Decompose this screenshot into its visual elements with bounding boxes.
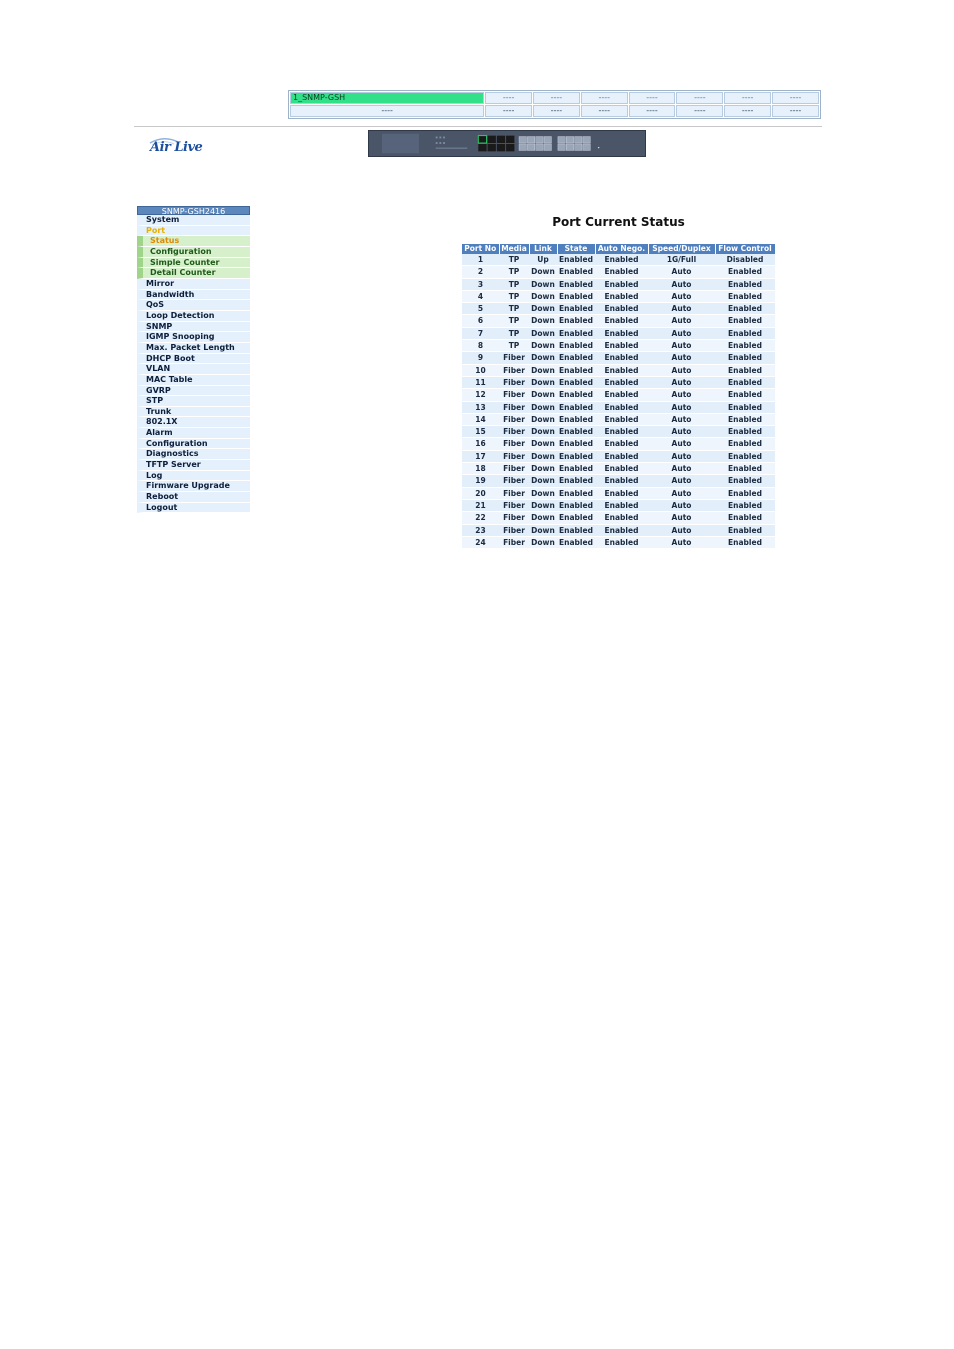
cell-flow-control: Enabled	[715, 524, 775, 536]
cell-flow-control: Enabled	[715, 401, 775, 413]
stack-unit-1[interactable]: 1_SNMP-GSH	[290, 92, 484, 104]
cell-media: Fiber	[499, 376, 529, 388]
cell-media: TP	[499, 254, 529, 266]
cell-speed-duplex: Auto	[648, 376, 715, 388]
cell-flow-control: Enabled	[715, 426, 775, 438]
sidebar-item-firmware-upgrade[interactable]: Firmware Upgrade	[137, 481, 250, 492]
cell-flow-control: Enabled	[715, 512, 775, 524]
cell-auto-nego: Enabled	[595, 463, 648, 475]
sidebar-item-configuration[interactable]: Configuration	[137, 247, 250, 258]
stack-unit-10[interactable]: ----	[485, 105, 532, 117]
cell-link: Up	[529, 254, 557, 266]
sidebar-item-snmp[interactable]: SNMP	[137, 322, 250, 333]
cell-speed-duplex: Auto	[648, 499, 715, 511]
table-header-row	[462, 244, 775, 254]
cell-flow-control: Enabled	[715, 315, 775, 327]
cell-state: Enabled	[557, 438, 595, 450]
cell-media: Fiber	[499, 463, 529, 475]
sidebar-item-trunk[interactable]: Trunk	[137, 407, 250, 418]
cell-speed-duplex: Auto	[648, 475, 715, 487]
stack-unit-2[interactable]: ----	[485, 92, 532, 104]
table-row	[462, 438, 775, 450]
sidebar-item-configuration[interactable]: Configuration	[137, 439, 250, 450]
cell-link: Down	[529, 327, 557, 339]
stack-unit-15[interactable]: ----	[724, 105, 771, 117]
sidebar-item-log[interactable]: Log	[137, 471, 250, 482]
cell-auto-nego: Enabled	[595, 266, 648, 278]
cell-auto-nego: Enabled	[595, 389, 648, 401]
cell-port-no: 15	[462, 426, 499, 438]
cell-port-no: 11	[462, 376, 499, 388]
cell-speed-duplex: Auto	[648, 438, 715, 450]
stack-unit-4[interactable]: ----	[581, 92, 628, 104]
sidebar-item-reboot[interactable]: Reboot	[137, 492, 250, 503]
sidebar-item-system[interactable]: System	[137, 215, 250, 226]
cell-flow-control: Enabled	[715, 413, 775, 425]
cell-state: Enabled	[557, 463, 595, 475]
cell-speed-duplex: Auto	[648, 327, 715, 339]
cell-flow-control: Enabled	[715, 499, 775, 511]
cell-link: Down	[529, 438, 557, 450]
cell-media: Fiber	[499, 426, 529, 438]
stack-unit-12[interactable]: ----	[581, 105, 628, 117]
cell-auto-nego: Enabled	[595, 475, 648, 487]
sidebar-item-vlan[interactable]: VLAN	[137, 364, 250, 375]
col-flow-control: Flow Control	[715, 244, 775, 254]
sidebar-item-alarm[interactable]: Alarm	[137, 428, 250, 439]
cell-link: Down	[529, 450, 557, 462]
cell-port-no: 20	[462, 487, 499, 499]
cell-flow-control: Enabled	[715, 352, 775, 364]
sidebar-item-diagnostics[interactable]: Diagnostics	[137, 449, 250, 460]
col-port-no: Port No	[462, 244, 499, 254]
cell-link: Down	[529, 266, 557, 278]
sidebar-item-max-packet-length[interactable]: Max. Packet Length	[137, 343, 250, 354]
cell-flow-control: Enabled	[715, 266, 775, 278]
cell-speed-duplex: Auto	[648, 426, 715, 438]
sidebar-item-status[interactable]: Status	[137, 236, 250, 247]
stack-unit-8[interactable]: ----	[772, 92, 819, 104]
cell-link: Down	[529, 340, 557, 352]
cell-port-no: 1	[462, 254, 499, 266]
sidebar-item-logout[interactable]: Logout	[137, 503, 250, 514]
cell-state: Enabled	[557, 352, 595, 364]
cell-state: Enabled	[557, 376, 595, 388]
cell-port-no: 23	[462, 524, 499, 536]
cell-state: Enabled	[557, 426, 595, 438]
cell-state: Enabled	[557, 389, 595, 401]
table-row	[462, 290, 775, 302]
sidebar-item-stp[interactable]: STP	[137, 396, 250, 407]
sidebar-item-gvrp[interactable]: GVRP	[137, 386, 250, 397]
cell-speed-duplex: Auto	[648, 290, 715, 302]
table-row	[462, 475, 775, 487]
table-row	[462, 266, 775, 278]
sidebar-item-loop-detection[interactable]: Loop Detection	[137, 311, 250, 322]
cell-media: TP	[499, 340, 529, 352]
sidebar-item-dhcp-boot[interactable]: DHCP Boot	[137, 354, 250, 365]
cell-port-no: 8	[462, 340, 499, 352]
cell-media: Fiber	[499, 524, 529, 536]
table-row	[462, 524, 775, 536]
cell-speed-duplex: Auto	[648, 389, 715, 401]
cell-flow-control: Enabled	[715, 364, 775, 376]
stack-unit-16[interactable]: ----	[772, 105, 819, 117]
cell-flow-control: Enabled	[715, 327, 775, 339]
sidebar-item-qos[interactable]: QoS	[137, 300, 250, 311]
cell-speed-duplex: Auto	[648, 352, 715, 364]
cell-auto-nego: Enabled	[595, 278, 648, 290]
cell-port-no: 10	[462, 364, 499, 376]
cell-state: Enabled	[557, 290, 595, 302]
cell-media: Fiber	[499, 401, 529, 413]
cell-flow-control: Enabled	[715, 475, 775, 487]
cell-media: Fiber	[499, 499, 529, 511]
table-row	[462, 340, 775, 352]
sidebar-item-802-1x[interactable]: 802.1X	[137, 417, 250, 428]
sidebar-title: SNMP-GSH2416	[137, 206, 250, 215]
cell-media: Fiber	[499, 438, 529, 450]
cell-speed-duplex: Auto	[648, 487, 715, 499]
col-speed-duplex: Speed/Duplex	[648, 244, 715, 254]
cell-flow-control: Enabled	[715, 340, 775, 352]
cell-flow-control: Disabled	[715, 254, 775, 266]
cell-port-no: 5	[462, 303, 499, 315]
cell-link: Down	[529, 278, 557, 290]
cell-state: Enabled	[557, 524, 595, 536]
port-status-table	[462, 244, 776, 549]
switch-front-panel[interactable]	[368, 130, 646, 157]
cell-state: Enabled	[557, 413, 595, 425]
cell-flow-control: Enabled	[715, 389, 775, 401]
cell-auto-nego: Enabled	[595, 524, 648, 536]
cell-flow-control: Enabled	[715, 487, 775, 499]
cell-speed-duplex: Auto	[648, 536, 715, 548]
cell-media: Fiber	[499, 352, 529, 364]
cell-port-no: 3	[462, 278, 499, 290]
cell-state: Enabled	[557, 340, 595, 352]
cell-state: Enabled	[557, 364, 595, 376]
cell-port-no: 4	[462, 290, 499, 302]
cell-port-no: 6	[462, 315, 499, 327]
stack-row	[290, 105, 819, 117]
cell-port-no: 24	[462, 536, 499, 548]
cell-flow-control: Enabled	[715, 303, 775, 315]
cell-link: Down	[529, 413, 557, 425]
cell-speed-duplex: Auto	[648, 463, 715, 475]
cell-link: Down	[529, 536, 557, 548]
cell-state: Enabled	[557, 315, 595, 327]
sidebar-item-mirror[interactable]: Mirror	[137, 279, 250, 290]
cell-link: Down	[529, 401, 557, 413]
cell-state: Enabled	[557, 487, 595, 499]
cell-port-no: 22	[462, 512, 499, 524]
cell-speed-duplex: Auto	[648, 401, 715, 413]
sidebar-item-bandwidth[interactable]: Bandwidth	[137, 290, 250, 301]
col-media: Media	[499, 244, 529, 254]
table-row	[462, 426, 775, 438]
sidebar-item-mac-table[interactable]: MAC Table	[137, 375, 250, 386]
cell-speed-duplex: Auto	[648, 413, 715, 425]
cell-media: Fiber	[499, 389, 529, 401]
table-row	[462, 512, 775, 524]
cell-auto-nego: Enabled	[595, 401, 648, 413]
cell-auto-nego: Enabled	[595, 413, 648, 425]
cell-speed-duplex: Auto	[648, 524, 715, 536]
cell-speed-duplex: 1G/Full	[648, 254, 715, 266]
cell-state: Enabled	[557, 536, 595, 548]
cell-link: Down	[529, 303, 557, 315]
cell-auto-nego: Enabled	[595, 327, 648, 339]
cell-media: TP	[499, 315, 529, 327]
cell-flow-control: Enabled	[715, 290, 775, 302]
cell-auto-nego: Enabled	[595, 315, 648, 327]
logo-text: Air Live	[150, 140, 203, 155]
sidebar-menu	[137, 206, 250, 513]
table-row	[462, 376, 775, 388]
cell-link: Down	[529, 376, 557, 388]
cell-state: Enabled	[557, 254, 595, 266]
cell-link: Down	[529, 499, 557, 511]
cell-media: Fiber	[499, 512, 529, 524]
table-row	[462, 254, 775, 266]
cell-speed-duplex: Auto	[648, 512, 715, 524]
cell-auto-nego: Enabled	[595, 512, 648, 524]
table-row	[462, 278, 775, 290]
table-row	[462, 364, 775, 376]
cell-auto-nego: Enabled	[595, 536, 648, 548]
cell-link: Down	[529, 475, 557, 487]
stack-unit-5[interactable]: ----	[629, 92, 676, 104]
table-row	[462, 327, 775, 339]
stack-unit-selector	[288, 90, 821, 119]
sidebar-item-port[interactable]: Port	[137, 226, 250, 237]
cell-link: Down	[529, 463, 557, 475]
col-link: Link	[529, 244, 557, 254]
cell-state: Enabled	[557, 450, 595, 462]
cell-port-no: 14	[462, 413, 499, 425]
cell-port-no: 9	[462, 352, 499, 364]
sidebar-item-simple-counter[interactable]: Simple Counter	[137, 258, 250, 269]
cell-link: Down	[529, 352, 557, 364]
cell-state: Enabled	[557, 475, 595, 487]
table-row	[462, 401, 775, 413]
cell-auto-nego: Enabled	[595, 290, 648, 302]
cell-auto-nego: Enabled	[595, 499, 648, 511]
cell-port-no: 19	[462, 475, 499, 487]
cell-state: Enabled	[557, 327, 595, 339]
cell-state: Enabled	[557, 266, 595, 278]
table-row	[462, 536, 775, 548]
stack-unit-6[interactable]: ----	[676, 92, 723, 104]
table-row	[462, 315, 775, 327]
cell-auto-nego: Enabled	[595, 352, 648, 364]
cell-media: Fiber	[499, 536, 529, 548]
cell-link: Down	[529, 524, 557, 536]
table-row	[462, 450, 775, 462]
cell-media: TP	[499, 290, 529, 302]
table-row	[462, 413, 775, 425]
cell-link: Down	[529, 487, 557, 499]
cell-port-no: 17	[462, 450, 499, 462]
cell-speed-duplex: Auto	[648, 450, 715, 462]
cell-port-no: 16	[462, 438, 499, 450]
stack-unit-13[interactable]: ----	[629, 105, 676, 117]
stack-unit-3[interactable]: ----	[533, 92, 580, 104]
cell-flow-control: Enabled	[715, 450, 775, 462]
cell-port-no: 2	[462, 266, 499, 278]
page-title: Port Current Status	[552, 215, 685, 229]
cell-speed-duplex: Auto	[648, 315, 715, 327]
cell-media: Fiber	[499, 413, 529, 425]
cell-state: Enabled	[557, 278, 595, 290]
cell-flow-control: Enabled	[715, 438, 775, 450]
cell-port-no: 13	[462, 401, 499, 413]
col-auto-nego: Auto Nego.	[595, 244, 648, 254]
cell-media: TP	[499, 278, 529, 290]
table-row	[462, 352, 775, 364]
cell-auto-nego: Enabled	[595, 426, 648, 438]
cell-auto-nego: Enabled	[595, 487, 648, 499]
cell-state: Enabled	[557, 512, 595, 524]
cell-state: Enabled	[557, 499, 595, 511]
table-row	[462, 499, 775, 511]
cell-flow-control: Enabled	[715, 376, 775, 388]
stack-unit-7[interactable]: ----	[724, 92, 771, 104]
cell-auto-nego: Enabled	[595, 376, 648, 388]
sidebar-item-tftp-server[interactable]: TFTP Server	[137, 460, 250, 471]
table-row	[462, 389, 775, 401]
cell-link: Down	[529, 426, 557, 438]
cell-state: Enabled	[557, 303, 595, 315]
stack-unit-9[interactable]: ----	[290, 105, 484, 117]
cell-auto-nego: Enabled	[595, 340, 648, 352]
cell-port-no: 18	[462, 463, 499, 475]
col-state: State	[557, 244, 595, 254]
cell-speed-duplex: Auto	[648, 266, 715, 278]
cell-link: Down	[529, 315, 557, 327]
cell-media: Fiber	[499, 487, 529, 499]
cell-flow-control: Enabled	[715, 463, 775, 475]
table-row	[462, 303, 775, 315]
cell-media: TP	[499, 266, 529, 278]
cell-link: Down	[529, 389, 557, 401]
cell-port-no: 12	[462, 389, 499, 401]
cell-auto-nego: Enabled	[595, 303, 648, 315]
header-divider	[134, 126, 822, 127]
cell-media: Fiber	[499, 450, 529, 462]
cell-speed-duplex: Auto	[648, 303, 715, 315]
cell-flow-control: Enabled	[715, 536, 775, 548]
cell-link: Down	[529, 290, 557, 302]
cell-media: Fiber	[499, 475, 529, 487]
cell-port-no: 21	[462, 499, 499, 511]
cell-port-no: 7	[462, 327, 499, 339]
table-row	[462, 487, 775, 499]
cell-media: Fiber	[499, 364, 529, 376]
cell-auto-nego: Enabled	[595, 438, 648, 450]
cell-speed-duplex: Auto	[648, 340, 715, 352]
stack-unit-11[interactable]: ----	[533, 105, 580, 117]
stack-unit-14[interactable]: ----	[676, 105, 723, 117]
sidebar-item-igmp-snooping[interactable]: IGMP Snooping	[137, 332, 250, 343]
stack-row	[290, 92, 819, 104]
cell-flow-control: Enabled	[715, 278, 775, 290]
cell-auto-nego: Enabled	[595, 450, 648, 462]
cell-auto-nego: Enabled	[595, 364, 648, 376]
cell-auto-nego: Enabled	[595, 254, 648, 266]
cell-link: Down	[529, 364, 557, 376]
cell-speed-duplex: Auto	[648, 364, 715, 376]
table-row	[462, 463, 775, 475]
cell-link: Down	[529, 512, 557, 524]
cell-speed-duplex: Auto	[648, 278, 715, 290]
cell-media: TP	[499, 327, 529, 339]
cell-media: TP	[499, 303, 529, 315]
cell-state: Enabled	[557, 401, 595, 413]
sidebar-item-detail-counter[interactable]: Detail Counter	[137, 268, 250, 279]
